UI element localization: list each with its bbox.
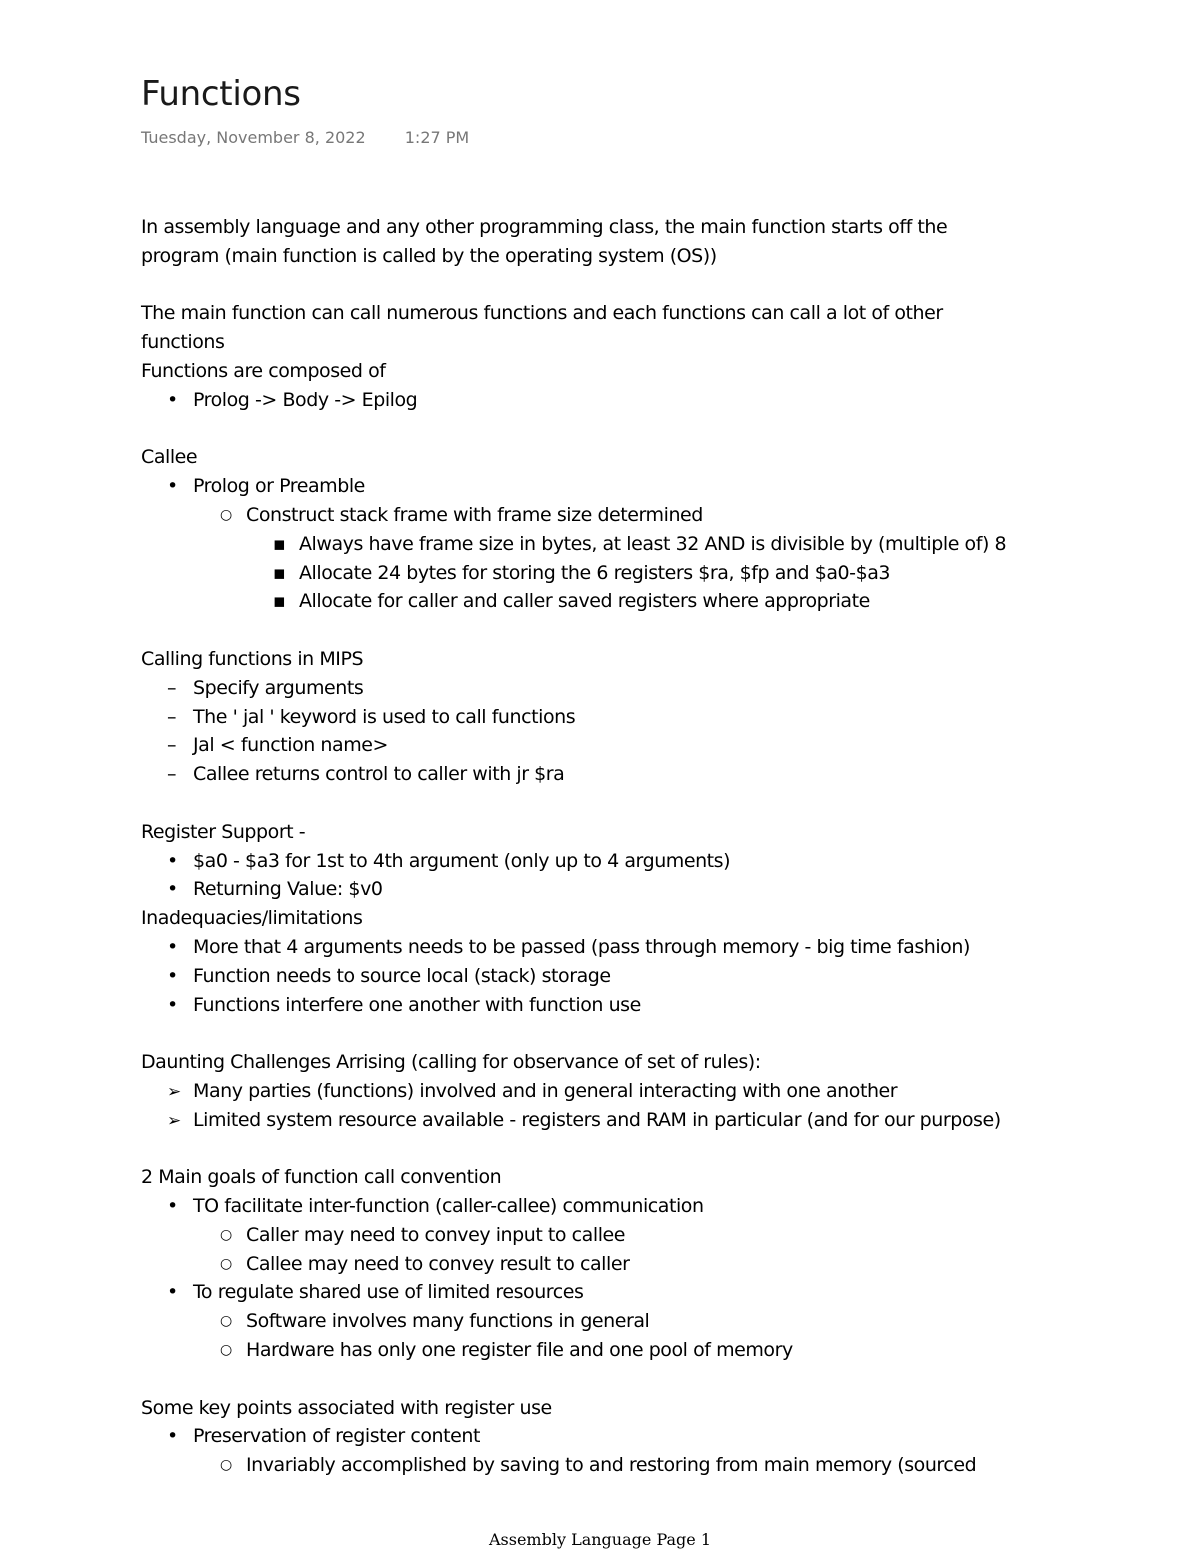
paragraph-line: In assembly language and any other programming class, the main function starts off the [141,216,948,238]
page-footer: Assembly Language Page 1 [488,1530,711,1549]
circle-bullet-icon [220,1451,246,1482]
dash-bullet-icon [167,731,193,760]
note-time: 1:27 PM [404,128,470,147]
bullet-icon [167,991,193,1020]
paragraph-line: functions [141,331,225,354]
list-item: • Preservation of register content [141,1422,1101,1451]
circle-bullet-icon [220,501,246,532]
list-item: • $a0 - $a3 for 1st to 4th argument (only up to 4 arguments) [141,847,1101,876]
list-item: • Function needs to source local (stack) storage [141,962,1101,991]
section-heading: Calling functions in MIPS [141,647,364,670]
list-item: ○ Invariably accomplished by saving to and restoring from main memory (sourced [141,1451,1101,1480]
list-item: ▪ Allocate 24 bytes for storing the 6 registers $ra, $fp and $a0-$a3 [141,559,1101,588]
bullet-icon [167,962,193,991]
list-item: • Returning Value: $v0 [141,875,1101,904]
bullet-icon [167,847,193,876]
note-timestamp [141,128,469,147]
bullet-icon [167,1278,193,1307]
list-item: ➢ Many parties (functions) involved and in general interacting with one another [141,1077,1101,1106]
paragraph-line: The main function can call numerous functions and each functions can call a lot of other [141,302,943,325]
paragraph-line: program (main function is called by the operating system (OS)) [141,244,717,267]
list-item: • Functions interfere one another with function use [141,991,1101,1020]
note-date: Tuesday, November 8, 2022 [141,128,366,147]
note-body [141,213,1101,1480]
list-item: – Specify arguments [141,674,1101,703]
section-heading: 2 Main goals of function call convention [141,1166,502,1189]
square-bullet-icon [273,587,299,616]
bullet-icon [167,472,193,501]
circle-bullet-icon [220,1336,246,1367]
circle-bullet-icon [220,1221,246,1252]
page-title: Functions [141,74,301,114]
list-item: ○ Software involves many functions in general [141,1307,1101,1336]
list-item: – The ' jal ' keyword is used to call functions [141,703,1101,732]
list-item: ○ Hardware has only one register file and one pool of memory [141,1336,1101,1365]
bullet-icon [167,933,193,962]
dash-bullet-icon [167,760,193,789]
dash-bullet-icon [167,703,193,732]
arrow-bullet-icon [167,1077,193,1107]
bullet-icon [167,1422,193,1451]
list-item: ➢ Limited system resource available - registers and RAM in particular (and for our purpose) [141,1106,1101,1135]
arrow-bullet-icon [167,1106,193,1136]
list-item: • Prolog or Preamble [141,472,1101,501]
bullet-icon [167,386,193,415]
section-heading: Some key points associated with register use [141,1396,552,1419]
list-item: ▪ Always have frame size in bytes, at least 32 AND is divisible by (multiple of) 8 [141,530,1101,559]
list-item: • More that 4 arguments needs to be passed (pass through memory - big time fashion) [141,933,1101,962]
section-heading: Functions are composed of [141,359,386,382]
square-bullet-icon [273,559,299,588]
list-item: ○ Construct stack frame with frame size determined [141,501,1101,530]
section-heading: Register Support - [141,820,306,843]
bullet-icon [167,875,193,904]
bullet-icon [167,1192,193,1221]
list-item: ○ Caller may need to convey input to callee [141,1221,1101,1250]
circle-bullet-icon [220,1307,246,1338]
list-item: • TO facilitate inter-function (caller-callee) communication [141,1192,1101,1221]
list-item: – Jal < function name> [141,731,1101,760]
square-bullet-icon [273,530,299,559]
list-item: • Prolog -> Body -> Epilog [141,386,1101,415]
list-item: • To regulate shared use of limited resources [141,1278,1101,1307]
section-heading: Callee [141,446,198,469]
circle-bullet-icon [220,1250,246,1281]
section-heading: Daunting Challenges Arrising (calling for observance of set of rules): [141,1051,761,1074]
section-heading: Inadequacies/limitations [141,907,363,930]
list-item: ▪ Allocate for caller and caller saved registers where appropriate [141,587,1101,616]
list-item: – Callee returns control to caller with jr $ra [141,760,1101,789]
list-item: ○ Callee may need to convey result to caller [141,1250,1101,1279]
dash-bullet-icon [167,674,193,703]
